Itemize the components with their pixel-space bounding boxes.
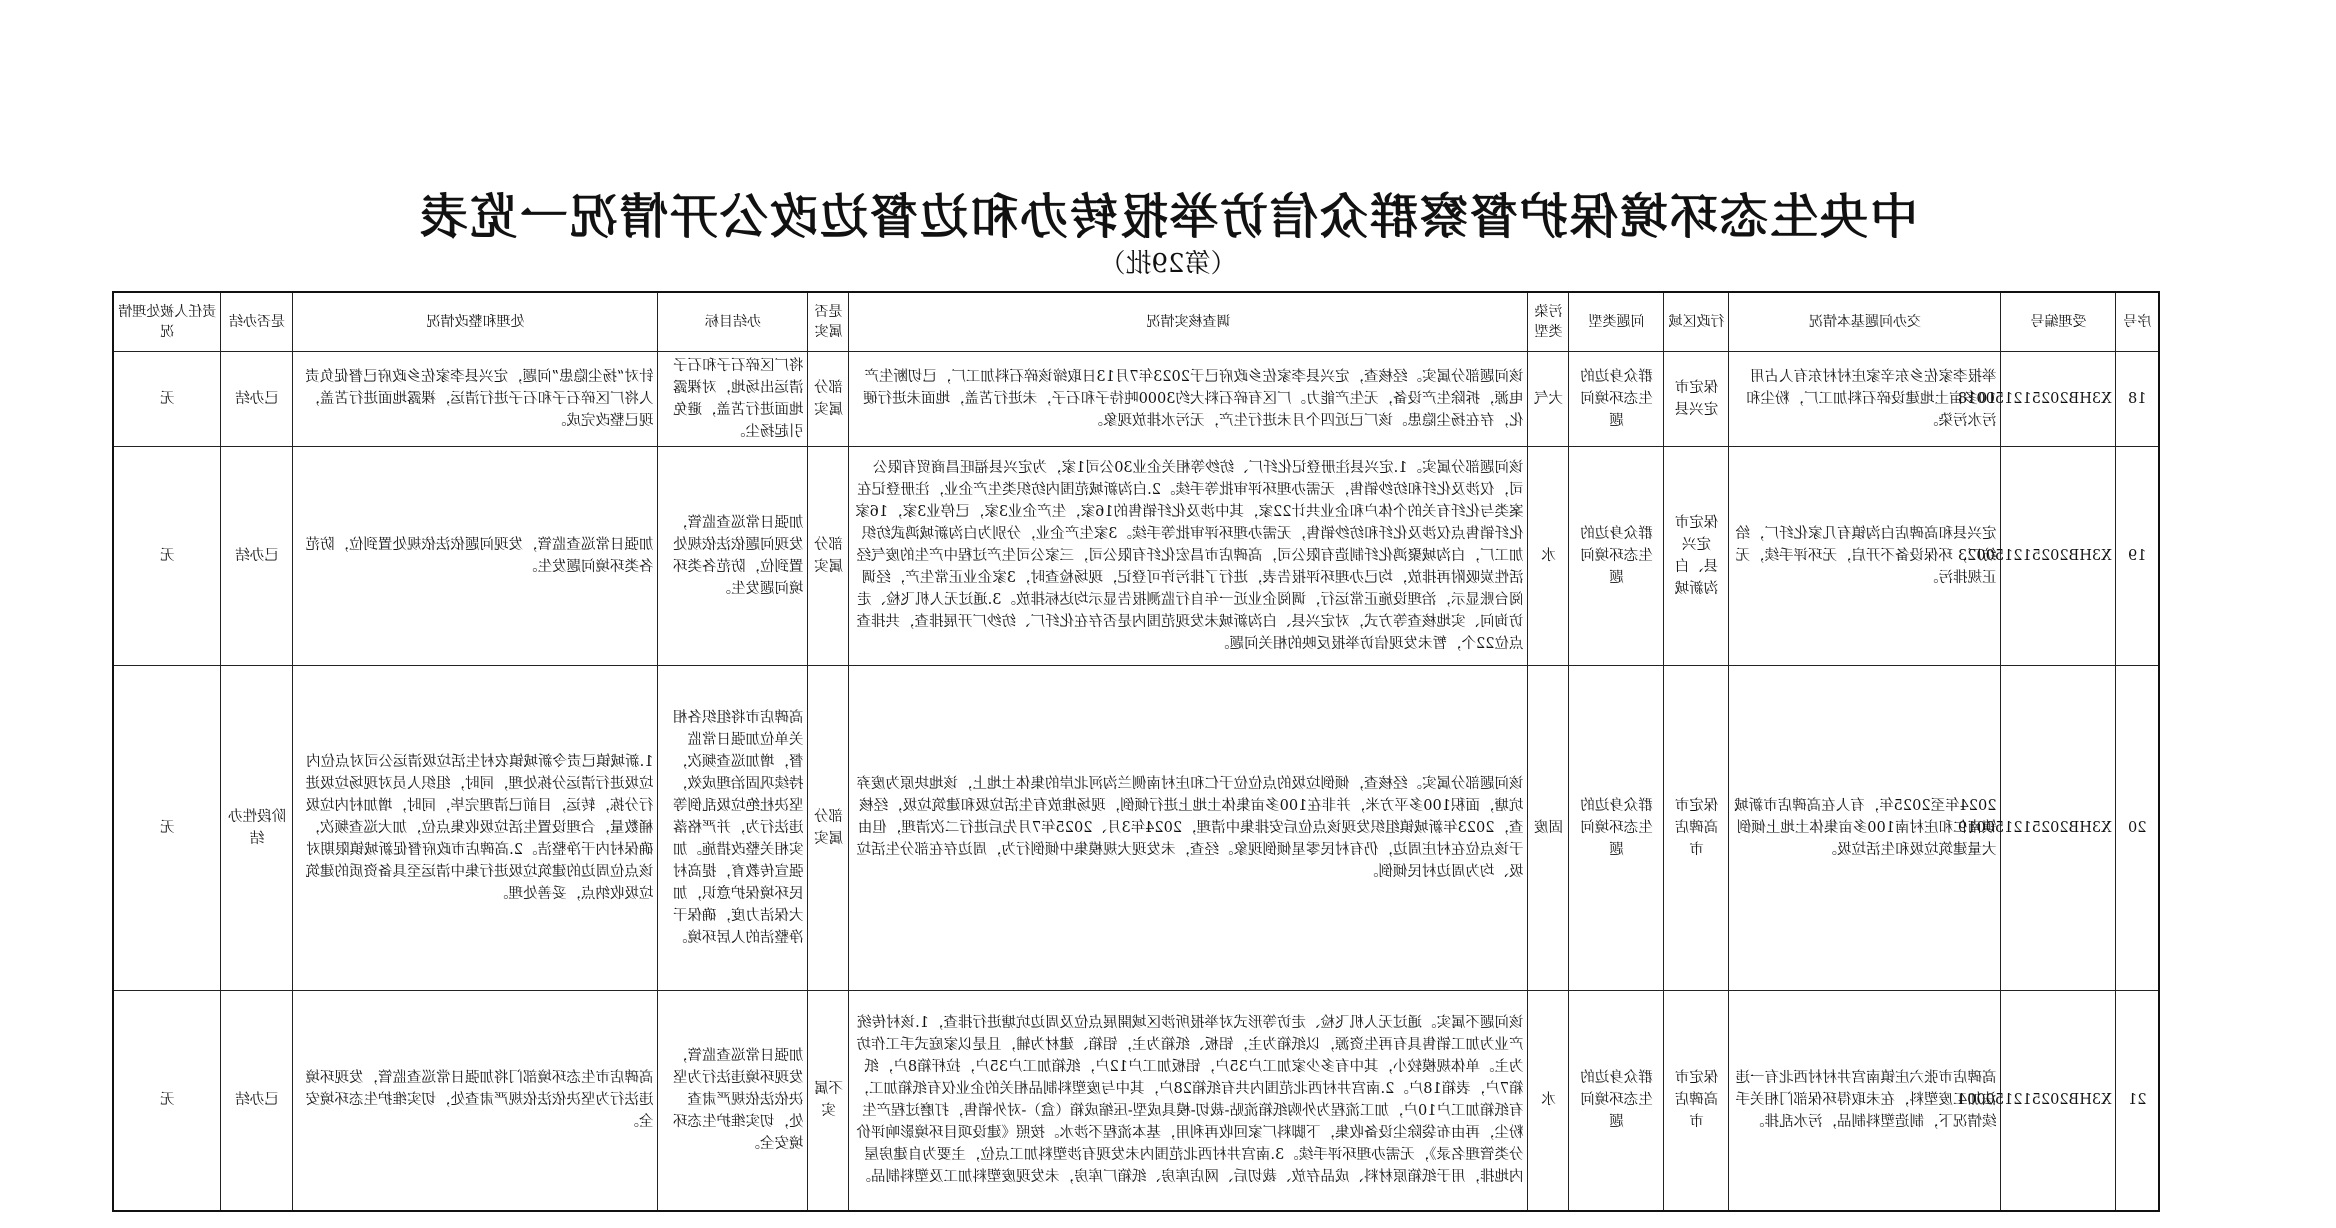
cell-issue: 举报李家佐乡东辛家庄村村东有人占用10多亩土地建设碎石料加工厂，粉尘和污水污染。 bbox=[1729, 352, 2001, 447]
cell-type: 群众身边的生态环境问题 bbox=[1569, 447, 1664, 666]
cell-closed: 已办结 bbox=[221, 991, 293, 1211]
cell-id: X3HB202512150019 bbox=[2001, 666, 2116, 991]
cell-type: 群众身边的生态环境问题 bbox=[1569, 352, 1664, 447]
cell-verified: 部分属实 bbox=[808, 666, 849, 991]
cell-issue: 高碑店市张六庄镇南宫井村村西北有一违法加工废塑料，在未取得环保部门相关手续情况下，制造塑料制品，污水乱排。 bbox=[1729, 991, 2001, 1211]
cell-closed: 已办结 bbox=[221, 352, 293, 447]
cell-verified: 部分属实 bbox=[808, 447, 849, 666]
disclosure-table bbox=[112, 291, 2160, 1212]
batch-subtitle: （第29批） bbox=[1099, 249, 1237, 279]
col-header-verified: 是否属实 bbox=[808, 292, 849, 352]
col-header-no: 序号 bbox=[2116, 292, 2159, 352]
cell-id: X3HB202512150004 bbox=[2001, 991, 2116, 1211]
cell-pollution: 大气 bbox=[1528, 352, 1569, 447]
cell-closed: 已办结 bbox=[221, 447, 293, 666]
cell-no: 20 bbox=[2116, 666, 2159, 991]
cell-accountability: 无 bbox=[113, 666, 221, 991]
cell-pollution: 固废 bbox=[1528, 666, 1569, 991]
col-header-issue: 交办问题基本情况 bbox=[1729, 292, 2001, 352]
col-header-accountability: 责任人被处理情况 bbox=[113, 292, 221, 352]
col-header-id: 受理编号 bbox=[2001, 292, 2116, 352]
cell-goal: 加强日常巡查监管，发现问题依法依规处置到位，防范各类环境问题发生。 bbox=[658, 447, 808, 666]
cell-id: X3HB202512150018 bbox=[2001, 352, 2116, 447]
cell-investigation: 该问题部分属实。1.定兴县注册登记化纤厂、纺纱等相关企业30公司1家，为定兴县福旺昌商贸有限公司，仅涉及化纤和纺纱销售，无需办理环评审批等手续。2.白沟新城范围内纺织类生产企业，注册登记在案类与化纤有关的个体户和企业共计22家，其中涉及化纤销售的16家，生产企业3家，已停业3家，16家化纤销售点仅涉及化纤和纺纱销售，无需办理环评审批等手续。3家生产企业，分别为白沟新城鸿武纺织加工厂，白沟城聚鸿化纤制造有限公司，高碑店市昌宏化纤有限公司，三家公司生产过程中产生的废气经活性炭吸附再排放，均已办理环评报告表，进行了排污许可登记，现场检查时，3家企业正常生产，经调阅台账显示，治理设施正常运行，调阅企业近一年自行监测报告显示均达标排放。3.通过无人机飞检、走访询问、实地核查等方式，对定兴县、白沟新城未发现范围内是否存在化纤厂、纺纱厂开展排查，共排查点位22个，暂未发现信访举报反映的相关问题。 bbox=[849, 447, 1528, 666]
cell-id: X3HB202512150023 bbox=[2001, 447, 2116, 666]
col-header-closed: 是否办结 bbox=[221, 292, 293, 352]
cell-goal: 加强日常巡查监管，发现环境违法行为坚决依法依规严肃查处，切实维护生态环境安全。 bbox=[658, 991, 808, 1211]
cell-region: 保定市定兴县、白沟新城 bbox=[1664, 447, 1729, 666]
cell-goal: 高碑店市将组织各相关单位加强日常监督，增加巡查频次，持续巩固治理成效，坚决杜绝垃圾乱倒等违法行为，并严格落实相关整改措施。加强宣传教育，提高村民环境保护意识，加大保洁力度，确保干净整洁的人居环境。 bbox=[658, 666, 808, 991]
table-row bbox=[113, 447, 2159, 666]
cell-type: 群众身边的生态环境问题 bbox=[1569, 991, 1664, 1211]
col-header-investigation: 调查核实情况 bbox=[849, 292, 1528, 352]
table-header-row bbox=[113, 292, 2159, 352]
cell-handling: 1.新城镇已责令新城镇农村生活垃圾清运公司对点位内垃圾进行清运分拣处理，同时，组织人员对现场垃圾进行分拣，转运，目前已清理完毕，同时，增加村内垃圾桶数量，合理设置生活垃圾收集点位，加大巡查频次，确保村内干净整洁。2.高碑店市政府督促新城镇限期对该点位周边的建筑垃圾进行集中清运至具备资质的建筑垃圾收纳点，妥善处理。 bbox=[293, 666, 658, 991]
cell-region: 保定市高碑店市 bbox=[1664, 666, 1729, 991]
cell-accountability: 无 bbox=[113, 352, 221, 447]
cell-accountability: 无 bbox=[113, 991, 221, 1211]
cell-goal: 将厂区碎石子和石子清运出场地，对裸露地面进行苫盖，避免引起扬尘。 bbox=[658, 352, 808, 447]
cell-handling: 针对“扬尘隐患”问题，定兴县李家佐乡政府已督促负责人将厂区碎石子和石子进行清运，裸露地面进行苫盖，现已整改完成。 bbox=[293, 352, 658, 447]
table-row bbox=[113, 352, 2159, 447]
cell-closed: 阶段性办结 bbox=[221, 666, 293, 991]
cell-no: 19 bbox=[2116, 447, 2159, 666]
col-header-handling: 处理和整改情况 bbox=[293, 292, 658, 352]
cell-region: 保定市定兴县 bbox=[1664, 352, 1729, 447]
cell-verified: 不属实 bbox=[808, 991, 849, 1211]
col-header-region: 行政区域 bbox=[1664, 292, 1729, 352]
cell-issue: 定兴县和高碑店白沟镇有几家化纤厂，给纺厂，环保设备不开启，无环评手续，无正规排污。 bbox=[1729, 447, 2001, 666]
cell-type: 群众身边的生态环境问题 bbox=[1569, 666, 1664, 991]
col-header-type: 问题类型 bbox=[1569, 292, 1664, 352]
cell-verified: 部分属实 bbox=[808, 352, 849, 447]
col-header-pollution: 污染类型 bbox=[1528, 292, 1569, 352]
table-row bbox=[113, 666, 2159, 991]
cell-pollution: 水 bbox=[1528, 991, 1569, 1211]
cell-region: 保定市高碑店市 bbox=[1664, 991, 1729, 1211]
cell-handling: 高碑店市生态环境部门将加强日常巡查监管，发现环境违法行为坚决依法依规严肃查处，切实维护生态环境安全。 bbox=[293, 991, 658, 1211]
table-row bbox=[113, 991, 2159, 1211]
cell-accountability: 无 bbox=[113, 447, 221, 666]
cell-issue: 2024年至2025年，有人在高碑店市新城镇南仁和庄村南100多亩集体土地上倾倒大量建筑垃圾和生活垃圾。 bbox=[1729, 666, 2001, 991]
cell-handling: 加强日常巡查监管，发现问题依法依规处置到位，防范各类环境问题发生。 bbox=[293, 447, 658, 666]
col-header-goal: 办结目标 bbox=[658, 292, 808, 352]
page-title: 中央生态环境保护督察群众信访举报转办和边督边改公开情况一览表 bbox=[418, 189, 1919, 245]
cell-pollution: 水 bbox=[1528, 447, 1569, 666]
cell-no: 21 bbox=[2116, 991, 2159, 1211]
cell-investigation: 该问题部分属实。经核查，倾倒垃圾的点位位于仁和庄村南侧兰沟河北岸的集体土地上，该地块原为废弃坑塘，面积100多平方米，并非在100多亩集体土地上进行倾倒，现场堆放有生活垃圾和建筑垃圾，经核查，2023年新城镇组织发现该点位后安排集中清理，2024年3月、2025年7月先后进行二次清理，但由于该点位在村庄周边，仍有村民零星倾倒现象。经查，未发现大规模集中倾倒行为，周边存在部分生活垃圾、均为周边村民倾倒。 bbox=[849, 666, 1528, 991]
cell-investigation: 该问题不属实。通过无人机飞检、走访等形式对举报所涉区域開展点位及周边坑塘进行排查，1.该村传统产业为加工销售具有再生资源，以纸箱为主，铝板、纸箱为主，铝箱、建材为辅，且是以家庭式手工作坊为主。单体规模较小，其中有多少家加工户35户，铝板加工户12户，纸箱加工户35户，拉杆箱8户，纸箱7户，表箱18户。2.南宫井村西北范围内共有纸箱28户，其中与废塑料制品相关的企业仅有纸箱加工，有纸箱加工户10户，加工流程为外购纸箱流贴-裁切-模具成型-压缩成箱（盒）-对外销售，打磨过程产生粉尘，再由布袋除尘设备收集，下脚料厂家回收再利用，基本流程不涉水。按照《建设项目环境影响评价分类管理名录》，无需办理环评手续。3.南宫井村西北范围内未发现有涉塑料加工点位，主要为自建房屋内地排，用于纸箱原材料、成品存放、裁切后、网店库房、纸箱厂库房，未发现废塑料加工及塑料制品。 bbox=[849, 991, 1528, 1211]
cell-no: 18 bbox=[2116, 352, 2159, 447]
cell-investigation: 该问题部分属实。经核查，定兴县李家佐乡政府已于2023年7月13日取缔该碎石料加工厂，已切断生产电源，拆除生产设备，无生产能力。厂区有碎石料大约3000吨待子和石子，未进行苫盖，地面未进行硬化，存在扬尘隐患。该厂已近四个月未进行生产，无污水排放现象。 bbox=[849, 352, 1528, 447]
